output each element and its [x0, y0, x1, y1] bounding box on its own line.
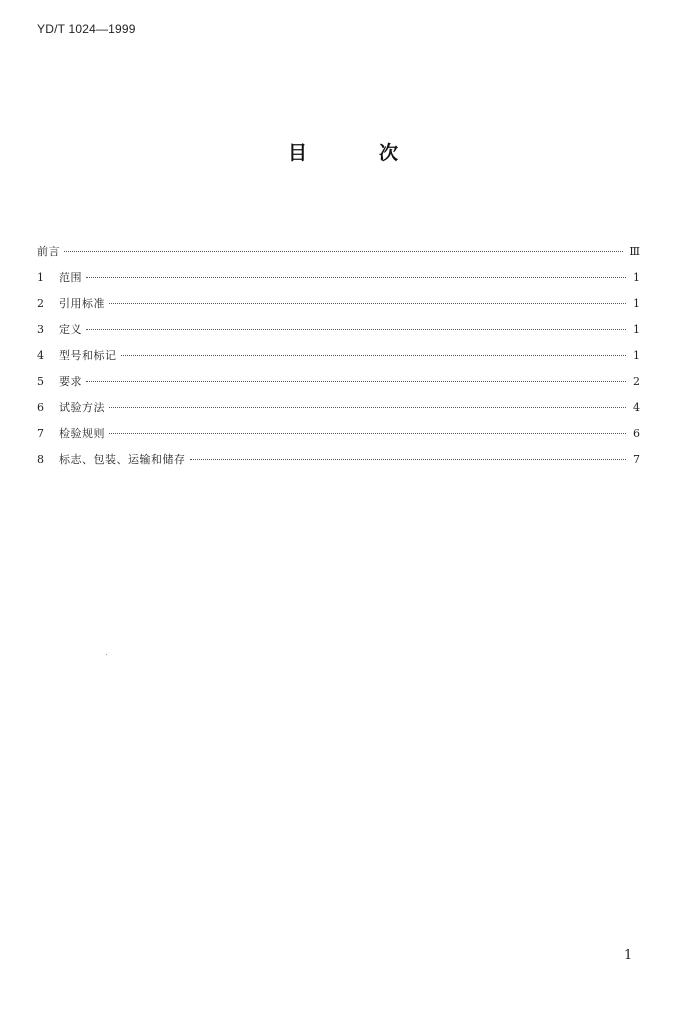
toc-row-6[interactable]: [37, 399, 640, 425]
toc-label: 型号和标记: [59, 349, 117, 362]
toc-row-2[interactable]: [37, 295, 640, 321]
toc-label: 检验规则: [59, 427, 105, 440]
toc-row-1[interactable]: [37, 269, 640, 295]
scan-speck: [106, 654, 107, 655]
toc-section-number: 1: [37, 271, 44, 284]
toc-row-8[interactable]: [37, 451, 640, 477]
toc-label: 引用标准: [59, 297, 105, 310]
toc-page-number: Ⅲ: [629, 245, 640, 258]
toc-page-number: 7: [633, 453, 640, 466]
toc-leader-dots: [64, 251, 623, 252]
toc-page-number: 1: [633, 271, 640, 284]
toc-row-4[interactable]: [37, 347, 640, 373]
toc-leader-dots: [121, 355, 627, 356]
toc-page-number: 2: [633, 375, 640, 388]
toc-row-7[interactable]: [37, 425, 640, 451]
toc-leader-dots: [109, 407, 626, 408]
toc-page-number: 1: [633, 323, 640, 336]
title-char-2: 次: [378, 142, 398, 164]
page-title: [288, 138, 398, 165]
toc-section-number: 5: [37, 375, 44, 388]
toc-section-number: 4: [37, 349, 44, 362]
toc-label: 标志、包装、运输和储存: [59, 453, 186, 466]
toc-leader-dots: [86, 381, 626, 382]
toc-row-foreword[interactable]: [37, 243, 640, 269]
table-of-contents: [37, 243, 640, 477]
toc-leader-dots: [109, 433, 626, 434]
standard-code: YD/T 1024—1999: [37, 22, 136, 36]
toc-leader-dots: [109, 303, 626, 304]
toc-section-number: 7: [37, 427, 44, 440]
toc-leader-dots: [86, 329, 626, 330]
toc-page-number: 4: [633, 401, 640, 414]
toc-row-3[interactable]: [37, 321, 640, 347]
footer-page-number: 1: [624, 948, 633, 963]
toc-page-number: 1: [633, 297, 640, 310]
title-char-1: 目: [288, 142, 308, 164]
toc-section-number: 3: [37, 323, 44, 336]
toc-row-5[interactable]: [37, 373, 640, 399]
toc-section-number: 2: [37, 297, 44, 310]
toc-label: 要求: [59, 375, 82, 388]
toc-leader-dots: [190, 459, 627, 460]
toc-label: 定义: [59, 323, 82, 336]
toc-leader-dots: [86, 277, 626, 278]
toc-label: 前言: [37, 245, 60, 258]
toc-section-number: 6: [37, 401, 44, 414]
toc-page-number: 1: [633, 349, 640, 362]
toc-section-number: 8: [37, 453, 44, 466]
toc-label: 范围: [59, 271, 82, 284]
toc-label: 试验方法: [59, 401, 105, 414]
toc-page-number: 6: [633, 427, 640, 440]
